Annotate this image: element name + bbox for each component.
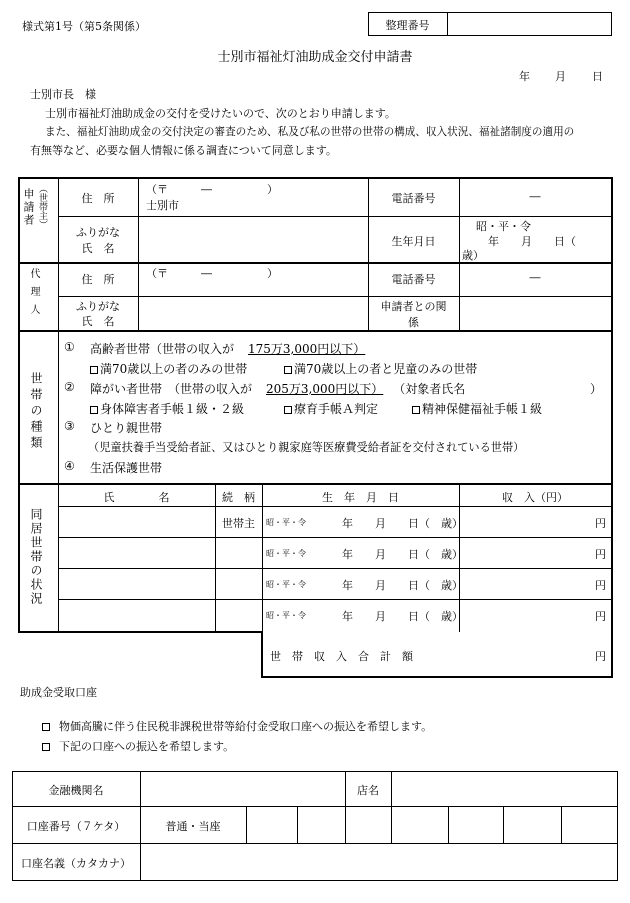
col-income-header: 収 入（円） bbox=[502, 491, 568, 504]
agent-phone-label: 電話番号 bbox=[391, 273, 436, 286]
intro-text-1: 士別市福祉灯油助成金の交付を受けたいので、次のとおり申請します。 bbox=[45, 107, 396, 120]
checkbox-icon[interactable] bbox=[90, 366, 98, 374]
member-birthdate-field[interactable]: 年 月 日（ 歳） bbox=[342, 610, 463, 623]
elderly-with-children-checkbox[interactable]: 満70歳以上の者と児童のみの世帯 bbox=[284, 360, 477, 377]
checkbox-icon[interactable] bbox=[284, 406, 292, 414]
era-label: 昭・平・令 bbox=[266, 549, 306, 558]
intro-text-3: 有無等など、必要な個人情報に係る調査について同意します。 bbox=[30, 144, 337, 157]
member-relation-field[interactable] bbox=[217, 570, 261, 598]
member-name-field[interactable] bbox=[60, 601, 214, 630]
applicant-label: 申請者 bbox=[22, 188, 35, 227]
page-title: 士別市福祉灯油助成金交付申請書 bbox=[217, 50, 413, 65]
applicant-phone-field[interactable]: ― bbox=[529, 190, 541, 203]
addressee: 士別市長 様 bbox=[30, 88, 96, 101]
member-birthdate-field[interactable]: 年 月 日（ 歳） bbox=[342, 579, 463, 592]
checkbox-icon[interactable] bbox=[90, 406, 98, 414]
member-income-field[interactable]: 円 bbox=[595, 548, 606, 561]
intro-text-2: また、福祉灯油助成金の交付決定の審査のため、私及び私の世帯の世帯の構成、収入状況、福祉諸制度の適用の bbox=[45, 126, 575, 138]
applicant-birthdate-label: 生年月日 bbox=[391, 235, 436, 248]
member-relation-field[interactable] bbox=[217, 601, 261, 630]
member-name-field[interactable] bbox=[60, 539, 214, 567]
account-section-title: 助成金受取口座 bbox=[20, 686, 97, 699]
welfare-option[interactable]: 生活保護世帯 bbox=[90, 461, 163, 475]
target-name-close: ） bbox=[590, 382, 603, 396]
disability-household-option[interactable]: 障がい者世帯 （世帯の収入が 205万3,000円以下） （対象者氏名 bbox=[90, 382, 466, 396]
checkbox-icon[interactable] bbox=[42, 743, 50, 751]
member-relation-field[interactable] bbox=[217, 539, 261, 567]
member-relation-field: 世帯主 bbox=[222, 517, 255, 530]
household-type-label: 世帯の種類 bbox=[29, 372, 43, 452]
account-number-field[interactable] bbox=[248, 808, 616, 842]
mental-health-checkbox[interactable]: 精神保健福祉手帳１級 bbox=[412, 400, 542, 417]
agent-relation-label: 申請者との関 係 bbox=[380, 300, 447, 329]
applicant-furigana-label: ふりがな bbox=[76, 226, 120, 239]
reference-number-field[interactable] bbox=[449, 13, 610, 35]
checkbox-icon[interactable] bbox=[42, 723, 50, 731]
item-2-number: ② bbox=[64, 380, 75, 394]
checkbox-icon[interactable] bbox=[412, 406, 420, 414]
household-income-total-label: 世 帯 収 入 合 計 額 bbox=[270, 650, 413, 663]
head-of-household-label: （世帯主） bbox=[37, 184, 47, 229]
account-holder-label: 口座名義（カタカナ） bbox=[21, 857, 131, 870]
agent-relation-field[interactable] bbox=[461, 298, 610, 329]
applicant-name-field[interactable] bbox=[140, 218, 366, 260]
physical-disability-checkbox[interactable]: 身体障害者手帳１級・２級 bbox=[90, 400, 244, 417]
checkbox-icon[interactable] bbox=[284, 366, 292, 374]
reference-number-label: 整理番号 bbox=[385, 19, 430, 32]
branch-name-field[interactable] bbox=[393, 773, 616, 805]
form-number-label: 様式第1号（第5条関係） bbox=[22, 20, 146, 33]
rehabilitation-checkbox[interactable]: 療育手帳Ａ判定 bbox=[284, 400, 378, 417]
member-name-field[interactable] bbox=[60, 508, 214, 536]
agent-label: 代理人 bbox=[28, 268, 39, 322]
member-birthdate-field[interactable]: 年 月 日（ 歳） bbox=[342, 517, 463, 530]
era-label: 昭・平・令 bbox=[266, 611, 306, 620]
agent-furigana-label: ふりがな bbox=[76, 300, 120, 313]
applicant-postal-code[interactable]: （〒 ― ） bbox=[146, 183, 278, 196]
single-parent-option[interactable]: ひとり親世帯 bbox=[90, 421, 163, 435]
option-new-account[interactable]: 下記の口座への振込を希望します。 bbox=[42, 738, 234, 754]
agent-postal-code[interactable]: （〒 ― ） bbox=[146, 267, 278, 280]
cohabit-label: 同居世帯の状況 bbox=[29, 508, 43, 606]
account-type-selector[interactable]: 普通・当座 bbox=[165, 820, 221, 833]
agent-address-label: 住 所 bbox=[81, 273, 115, 286]
option-existing-account[interactable]: 物価高騰に伴う住民税非課税世帯等給付金受取口座への振込を希望します。 bbox=[42, 718, 432, 734]
member-income-field[interactable]: 円 bbox=[595, 579, 606, 592]
applicant-name-label: 氏 名 bbox=[81, 242, 115, 255]
member-name-field[interactable] bbox=[60, 570, 214, 598]
applicant-phone-label: 電話番号 bbox=[391, 192, 436, 205]
elderly-household-option[interactable]: 高齢者世帯（世帯の収入が 175万3,000円以下） bbox=[90, 342, 366, 356]
single-parent-note: （児童扶養手当受給者証、又はひとり親家庭等医療費受給者証を交付されている世帯） bbox=[88, 441, 525, 454]
member-birthdate-field[interactable]: 年 月 日（ 歳） bbox=[342, 548, 463, 561]
applicant-address-label: 住 所 bbox=[81, 192, 115, 205]
member-income-field[interactable]: 円 bbox=[595, 517, 606, 530]
agent-name-field[interactable] bbox=[140, 298, 366, 329]
item-4-number: ④ bbox=[64, 459, 75, 473]
item-3-number: ③ bbox=[64, 419, 75, 433]
agent-name-label: 氏 名 bbox=[81, 315, 115, 328]
bank-name-field[interactable] bbox=[142, 773, 344, 805]
col-relation-header: 続 柄 bbox=[222, 491, 255, 504]
account-number-label: 口座番号（７ケタ） bbox=[26, 820, 126, 833]
era-label: 昭・平・令 bbox=[266, 580, 306, 589]
col-birth-header: 生 年 月 日 bbox=[322, 491, 399, 504]
item-1-number: ① bbox=[64, 340, 75, 354]
applicant-city: 士別市 bbox=[146, 199, 179, 212]
era-label: 昭・平・令 bbox=[266, 518, 306, 527]
bank-name-label: 金融機関名 bbox=[48, 784, 104, 797]
elderly-only-checkbox[interactable]: 満70歳以上の者のみの世帯 bbox=[90, 360, 247, 377]
agent-phone-field[interactable]: ― bbox=[529, 271, 541, 284]
member-income-field[interactable]: 円 bbox=[595, 610, 606, 623]
account-holder-field[interactable] bbox=[142, 845, 616, 879]
branch-name-label: 店名 bbox=[357, 784, 379, 797]
household-income-total-field[interactable]: 円 bbox=[595, 650, 606, 663]
col-name-header: 氏 名 bbox=[103, 491, 170, 504]
